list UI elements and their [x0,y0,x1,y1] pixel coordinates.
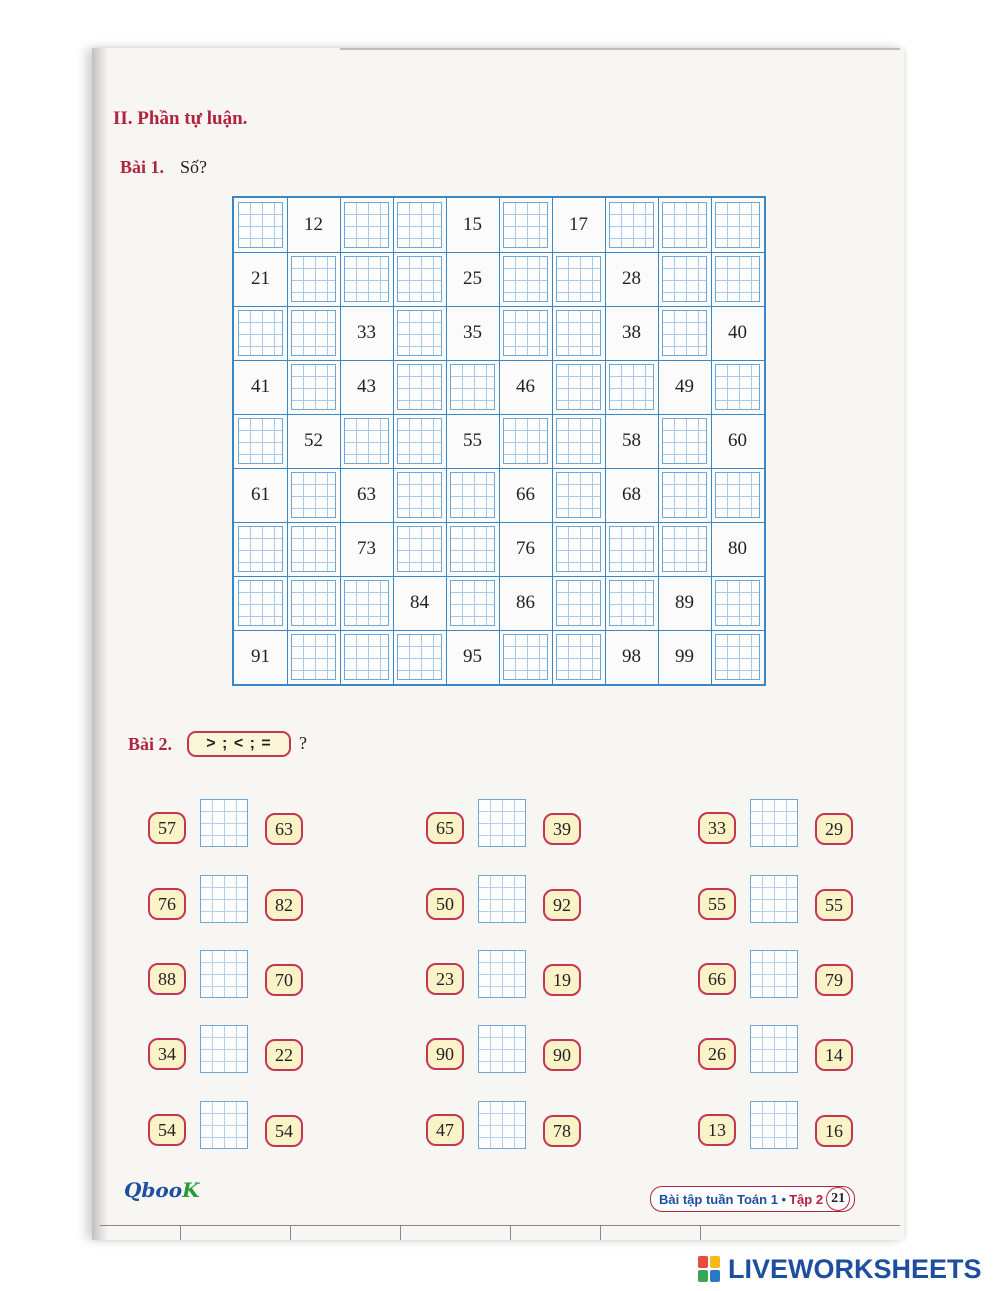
grid-number-cell: 12 [304,214,323,235]
grid-answer-box[interactable] [662,256,707,302]
grid-answer-box[interactable] [662,418,707,464]
grid-answer-box[interactable] [503,310,548,356]
grid-number-cell: 38 [622,322,641,343]
compare-answer-box[interactable] [750,875,798,923]
compare-answer-box[interactable] [200,875,248,923]
compare-answer-box[interactable] [750,1101,798,1149]
grid-answer-box[interactable] [715,202,760,248]
compare-right-number: 54 [265,1115,303,1147]
compare-right-number: 22 [265,1039,303,1071]
grid-number-cell: 15 [463,214,482,235]
compare-left-number: 34 [148,1038,186,1070]
compare-answer-box[interactable] [750,950,798,998]
compare-left-number: 13 [698,1114,736,1146]
grid-number-cell: 89 [675,592,694,613]
grid-number-cell: 98 [622,646,641,667]
grid-number-cell: 91 [251,646,270,667]
compare-answer-box[interactable] [478,1025,526,1073]
compare-right-number: 39 [543,813,581,845]
grid-number-cell: 17 [569,214,588,235]
logo-main-text: Qboo [124,1178,183,1202]
grid-answer-box[interactable] [450,364,495,410]
page-top-edge [340,48,900,50]
grid-answer-box[interactable] [344,256,389,302]
compare-right-number: 16 [815,1115,853,1147]
grid-number-cell: 76 [516,538,535,559]
exercise-2-label: Bài 2. [128,734,173,754]
grid-answer-box[interactable] [503,634,548,680]
grid-number-cell: 28 [622,268,641,289]
compare-left-number: 47 [426,1114,464,1146]
grid-answer-box[interactable] [715,256,760,302]
compare-answer-box[interactable] [200,799,248,847]
grid-answer-box[interactable] [397,418,442,464]
grid-answer-box[interactable] [715,472,760,518]
grid-answer-box[interactable] [556,256,601,302]
compare-right-number: 90 [543,1039,581,1071]
page-spine-shadow [92,48,108,1240]
compare-left-number: 50 [426,888,464,920]
grid-answer-box[interactable] [556,472,601,518]
grid-answer-box[interactable] [450,580,495,626]
grid-number-cell: 46 [516,376,535,397]
liveworksheets-icon [698,1256,722,1284]
grid-answer-box[interactable] [609,202,654,248]
grid-answer-box[interactable] [238,418,283,464]
compare-right-number: 82 [265,889,303,921]
compare-answer-box[interactable] [200,950,248,998]
grid-column-line [340,198,341,684]
grid-answer-box[interactable] [344,634,389,680]
grid-number-cell: 84 [410,592,429,613]
compare-answer-box[interactable] [750,1025,798,1073]
liveworksheets-watermark [698,1254,982,1285]
grid-answer-box[interactable] [662,526,707,572]
grid-column-line [552,198,553,684]
grid-answer-box[interactable] [609,526,654,572]
grid-number-cell: 63 [357,484,376,505]
grid-answer-box[interactable] [662,202,707,248]
grid-number-cell: 86 [516,592,535,613]
grid-answer-box[interactable] [397,634,442,680]
liveworksheets-brand-text: LIVEWORKSHEETS [728,1254,982,1284]
grid-number-cell: 99 [675,646,694,667]
grid-answer-box[interactable] [556,580,601,626]
compare-answer-box[interactable] [478,875,526,923]
number-grid [232,196,766,686]
grid-answer-box[interactable] [609,580,654,626]
grid-answer-box[interactable] [397,256,442,302]
compare-right-number: 19 [543,964,581,996]
grid-answer-box[interactable] [556,364,601,410]
grid-number-cell: 68 [622,484,641,505]
grid-answer-box[interactable] [397,526,442,572]
grid-answer-box[interactable] [397,364,442,410]
book-title-tag [650,1186,855,1212]
compare-right-number: 78 [543,1115,581,1147]
grid-answer-box[interactable] [397,202,442,248]
compare-left-number: 33 [698,812,736,844]
grid-answer-box[interactable] [344,202,389,248]
exercise-1-prompt: Số? [180,157,207,177]
exercise-2-question-mark: ? [299,733,307,753]
compare-answer-box[interactable] [750,799,798,847]
compare-answer-box[interactable] [478,1101,526,1149]
grid-answer-box[interactable] [291,472,336,518]
grid-number-cell: 52 [304,430,323,451]
compare-left-number: 66 [698,963,736,995]
grid-answer-box[interactable] [397,310,442,356]
compare-left-number: 57 [148,812,186,844]
grid-number-cell: 35 [463,322,482,343]
grid-row-line [234,306,764,307]
compare-right-number: 63 [265,813,303,845]
grid-answer-box[interactable] [397,472,442,518]
grid-answer-box[interactable] [503,256,548,302]
grid-number-cell: 66 [516,484,535,505]
compare-right-number: 79 [815,964,853,996]
grid-number-cell: 40 [728,322,747,343]
grid-number-cell: 95 [463,646,482,667]
grid-answer-box[interactable] [662,310,707,356]
grid-answer-box[interactable] [291,256,336,302]
grid-answer-box[interactable] [450,472,495,518]
compare-left-number: 76 [148,888,186,920]
book-title: Bài tập tuần Toán 1 • [659,1191,787,1207]
compare-answer-box[interactable] [200,1101,248,1149]
grid-answer-box[interactable] [238,580,283,626]
publisher-logo [124,1178,199,1202]
grid-answer-box[interactable] [291,310,336,356]
grid-number-cell: 55 [463,430,482,451]
grid-answer-box[interactable] [503,202,548,248]
grid-answer-box[interactable] [291,364,336,410]
compare-left-number: 65 [426,812,464,844]
compare-right-number: 14 [815,1039,853,1071]
compare-left-number: 90 [426,1038,464,1070]
comparison-signs-label: > ; < ; = [187,731,291,757]
grid-number-cell: 60 [728,430,747,451]
logo-k-text: K [182,1178,200,1202]
compare-answer-box[interactable] [478,799,526,847]
compare-right-number: 29 [815,813,853,845]
exercise-1-label: Bài 1. [120,157,165,177]
grid-answer-box[interactable] [715,580,760,626]
section-title: II. Phần tự luận. [113,108,248,129]
grid-answer-box[interactable] [715,634,760,680]
grid-answer-box[interactable] [344,418,389,464]
grid-number-cell: 25 [463,268,482,289]
grid-answer-box[interactable] [291,526,336,572]
compare-left-number: 88 [148,963,186,995]
grid-number-cell: 41 [251,376,270,397]
grid-answer-box[interactable] [715,364,760,410]
compare-right-number: 55 [815,889,853,921]
grid-answer-box[interactable] [556,526,601,572]
grid-row-line [234,252,764,253]
compare-left-number: 23 [426,963,464,995]
grid-number-cell: 73 [357,538,376,559]
compare-answer-box[interactable] [200,1025,248,1073]
compare-left-number: 55 [698,888,736,920]
compare-answer-box[interactable] [478,950,526,998]
grid-answer-box[interactable] [503,418,548,464]
grid-number-cell: 58 [622,430,641,451]
grid-number-cell: 49 [675,376,694,397]
compare-right-number: 70 [265,964,303,996]
grid-answer-box[interactable] [450,526,495,572]
grid-answer-box[interactable] [556,418,601,464]
grid-answer-box[interactable] [238,526,283,572]
grid-number-cell: 80 [728,538,747,559]
grid-number-cell: 61 [251,484,270,505]
grid-answer-box[interactable] [662,472,707,518]
grid-answer-box[interactable] [238,202,283,248]
grid-answer-box[interactable] [344,580,389,626]
grid-answer-box[interactable] [556,634,601,680]
grid-answer-box[interactable] [238,310,283,356]
grid-number-cell: 43 [357,376,376,397]
compare-right-number: 92 [543,889,581,921]
grid-number-cell: 21 [251,268,270,289]
bottom-table-edge [100,1225,900,1240]
grid-answer-box[interactable] [609,364,654,410]
grid-number-cell: 33 [357,322,376,343]
compare-left-number: 54 [148,1114,186,1146]
book-volume: Tập 2 [789,1191,824,1207]
compare-left-number: 26 [698,1038,736,1070]
grid-answer-box[interactable] [556,310,601,356]
grid-answer-box[interactable] [291,580,336,626]
grid-answer-box[interactable] [291,634,336,680]
page-number: 21 [826,1187,850,1211]
